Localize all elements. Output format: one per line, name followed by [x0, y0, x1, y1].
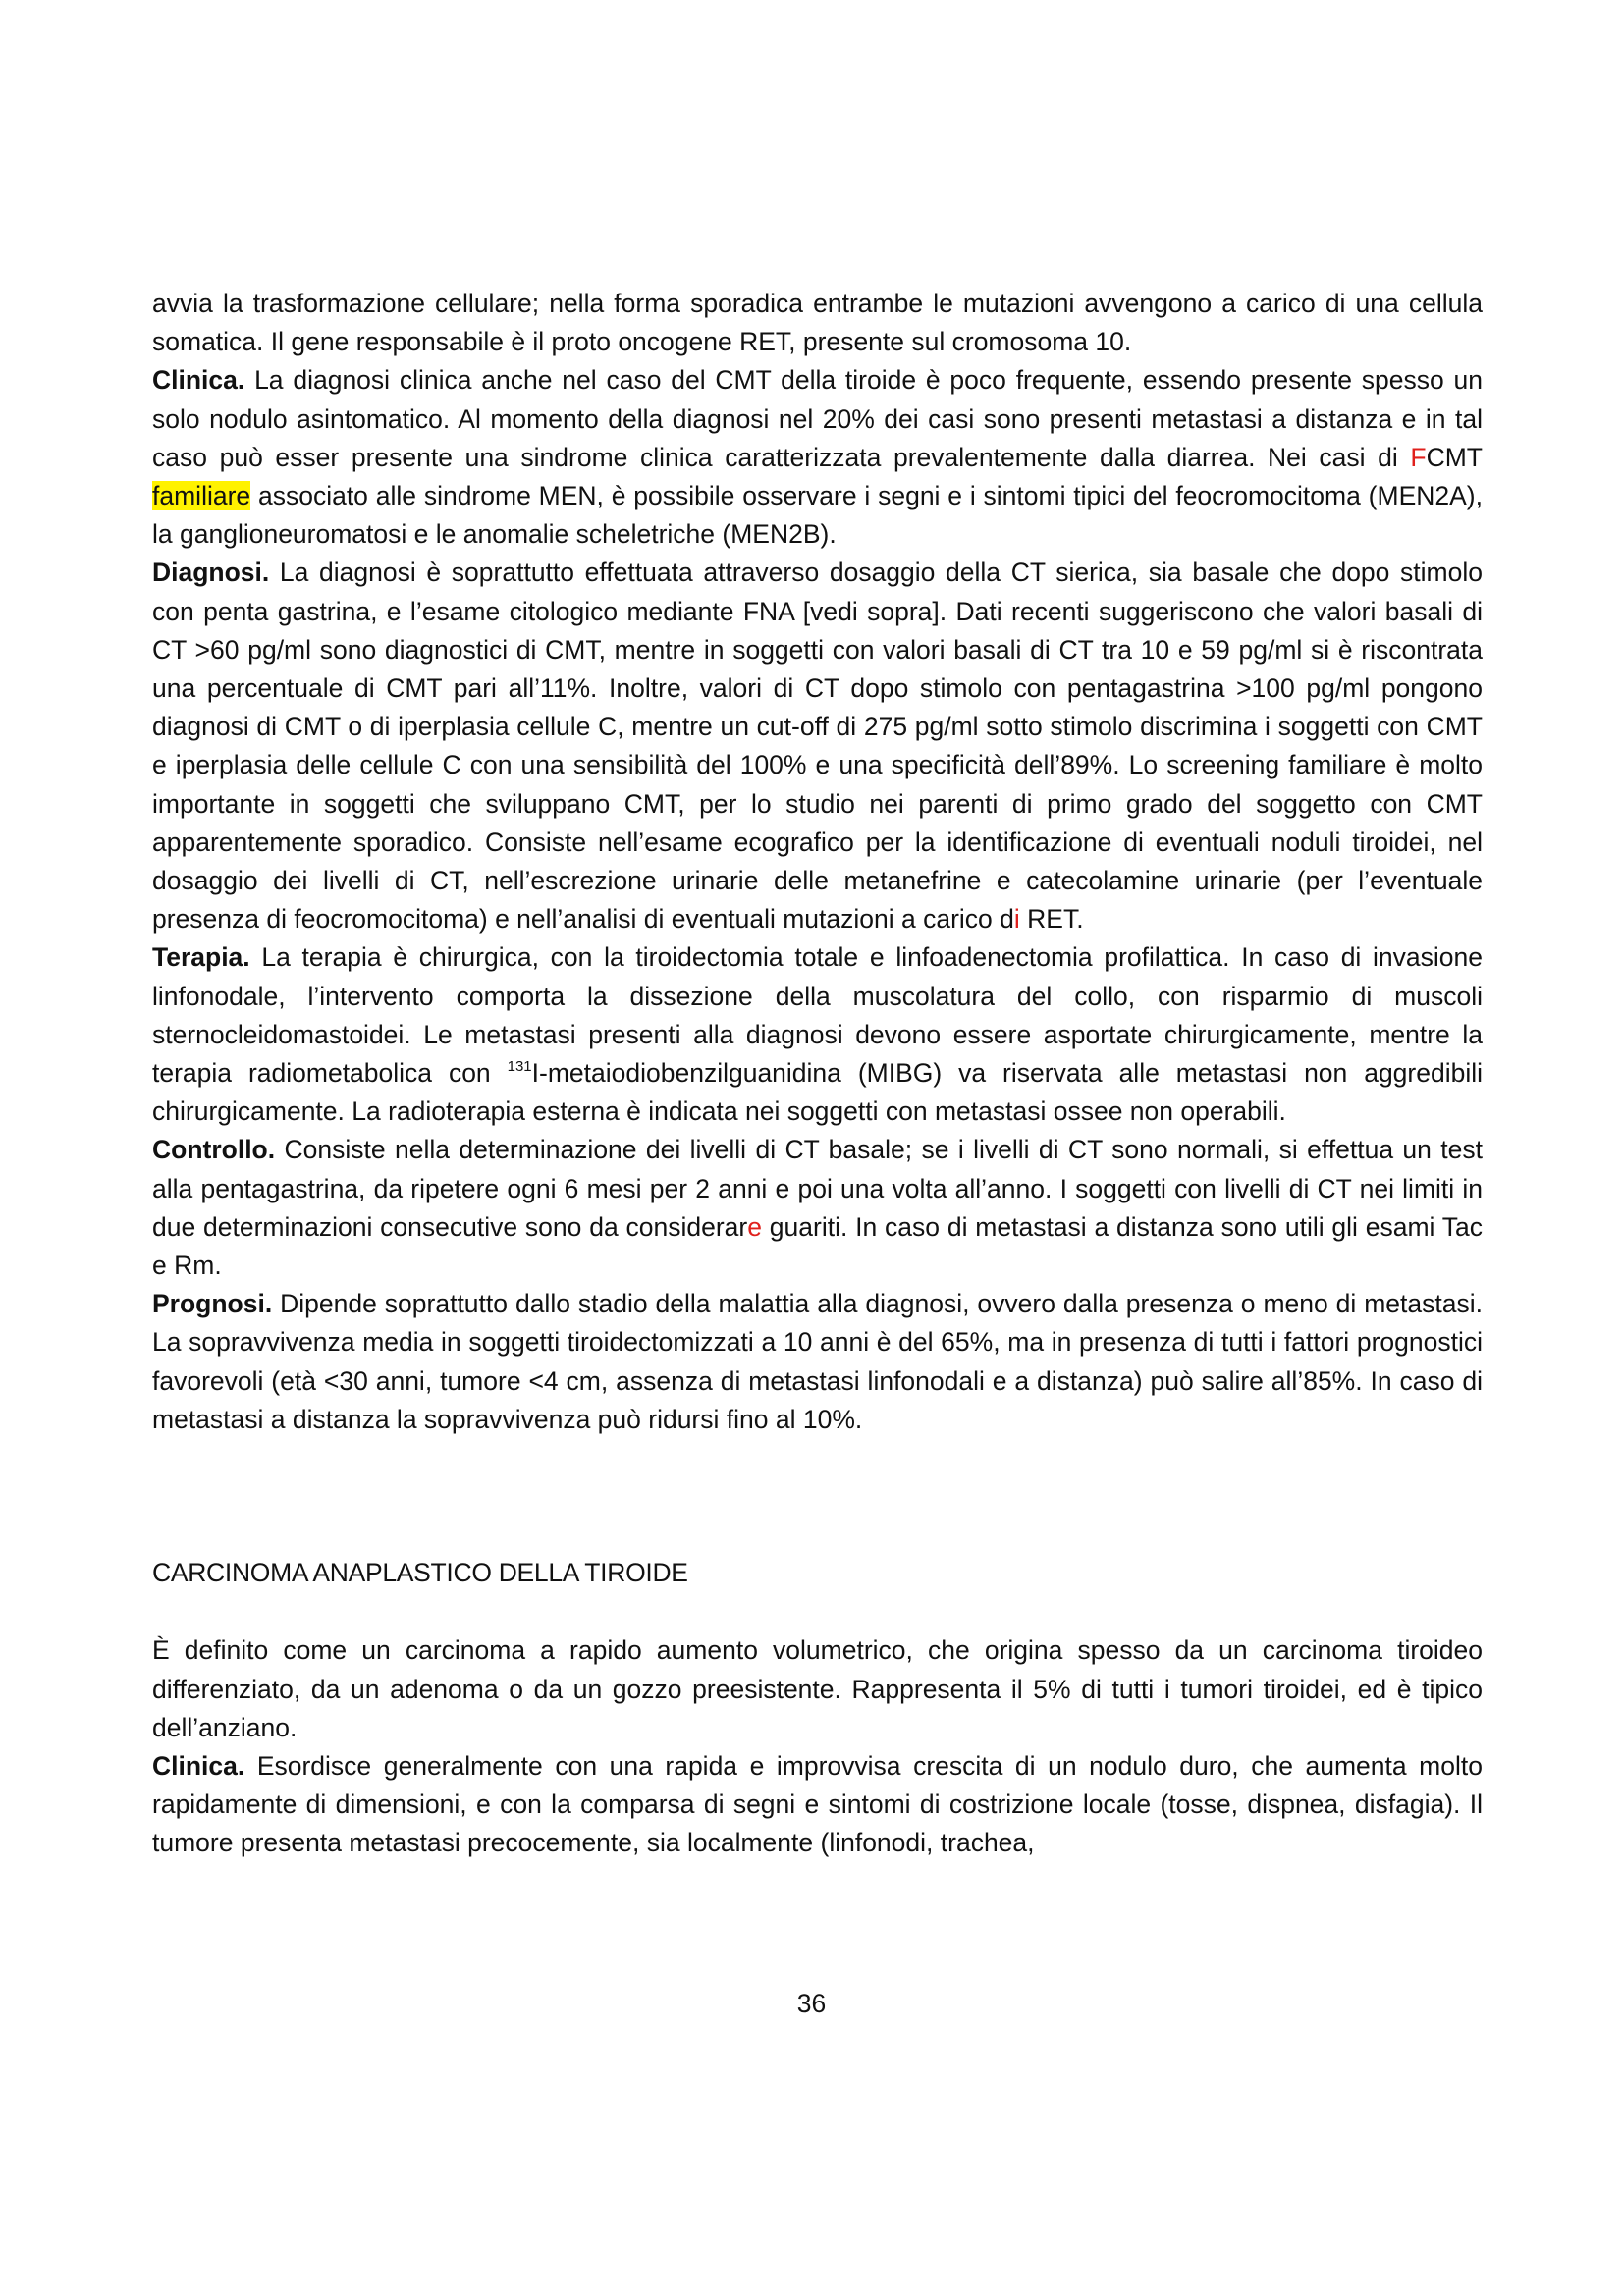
clinica-text-1: La diagnosi clinica anche nel caso del CMT della tiroide è poco frequente, essendo presente spesso un solo nodulo asintomatico. Al momento della diagnosi nel 20% dei casi sono presenti metastasi a distanza e in tal caso può esser presente una sindrome clinica caratterizzata prevalentemente dalla diarrea. Nei casi di [152, 365, 1483, 472]
clinica-anaplastico-label: Clinica. [152, 1750, 245, 1781]
paragraph-intro [152, 285, 1483, 361]
clinica-text-2: CMT [1426, 442, 1483, 472]
anaplastico-intro-text: È definito come un carcinoma a rapido aumento volumetrico, che origina spesso da un carcinoma tiroideo differenziato, da un adenoma o da un gozzo preesistente. Rappresenta il 5% di tutti i tumori tiroidei, ed è tipico dell’anziano. [152, 1635, 1483, 1742]
terapia-label: Terapia. [152, 942, 250, 973]
red-letter-i: i [1013, 904, 1020, 934]
terapia-text-1: La terapia è chirurgica, con la tiroidectomia totale e linfoadenectomia profilattica. In caso di invasione linfonodale, l’intervento comporta la dissezione della muscolatura del collo, con risparmio di muscoli sternocleidomastoidei. Le metastasi presenti alla diagnosi devono essere asportate chirurgicamente, mentre la terapia radiometabolica con [152, 942, 1483, 1089]
paragraph-diagnosi [152, 554, 1483, 938]
red-letter-e: e [747, 1211, 762, 1242]
terapia-text-2: I-metaiodiobenzilguanidina (MIBG) va riservata alle metastasi non aggredibili chirurgicamente. La radioterapia esterna è indicata nei soggetti con metastasi ossee non operabili. [152, 1058, 1484, 1127]
paragraph-clinica [152, 361, 1483, 554]
paragraph-intro-text: avvia la trasformazione cellulare; nella forma sporadica entrambe le mutazioni avvengono a carico di una cellula somatica. Il gene responsabile è il proto oncogene RET, presente sul cromosoma 10. [152, 289, 1483, 357]
section-heading: CARCINOMA ANAPLASTICO DELLA TIROIDE [152, 1558, 688, 1588]
isotope-superscript: 131 [507, 1058, 532, 1076]
diagnosi-label: Diagnosi. [152, 558, 270, 588]
controllo-text-1: Consiste nella determinazione dei livelli di CT basale; se i livelli di CT sono normali, si effettua un test alla pentagastrina, da ripetere ogni 6 mesi per 2 anni e poi una volta all’anno. I soggetti con livelli di CT nei limiti in due determinazioni consecutive sono da considerar [152, 1135, 1483, 1242]
page-body [152, 285, 1483, 1863]
highlighted-word: familiare [152, 481, 251, 511]
paragraph-clinica-anaplastico [152, 1747, 1483, 1863]
prognosi-text-1: Dipende soprattutto dallo stadio della malattia alla diagnosi, ovvero dalla presenza o meno di metastasi. La sopravvivenza media in soggetti tiroidectomizzati a 10 anni è del 65%, ma in presenza di tutti i fattori prognostici favorevoli (età <30 anni, tumore <4 cm, assenza di metastasi linfonodali e a distanza) può salire all’85%. In caso di metastasi a distanza la sopravvivenza può ridursi fino al 10%. [152, 1289, 1483, 1434]
paragraph-controllo [152, 1131, 1483, 1285]
clinica-label: Clinica. [152, 365, 245, 396]
controllo-label: Controllo. [152, 1135, 276, 1165]
heading-spacer [152, 1592, 1483, 1631]
paragraph-prognosi [152, 1285, 1483, 1439]
diagnosi-text-2: RET. [1019, 904, 1084, 934]
clinica-anaplastico-text: Esordisce generalmente con una rapida e improvvisa crescita di un nodulo duro, che aumenta molto rapidamente di dimensioni, e con la comparsa di segni e sintomi di costrizione locale (tosse, dispnea, disfagia). Il tumore presenta metastasi precocemente, sia localmente (linfonodi, trachea, [152, 1750, 1483, 1858]
paragraph-terapia [152, 938, 1483, 1131]
paragraph-anaplastico-intro [152, 1631, 1483, 1747]
section-spacer [152, 1439, 1483, 1554]
controllo-text-2: guariti. In caso di metastasi a distanza sono utili gli esami Tac e Rm. [152, 1211, 1483, 1281]
prognosi-label: Prognosi. [152, 1289, 273, 1319]
diagnosi-text-1: La diagnosi è soprattutto effettuata attraverso dosaggio della CT sierica, sia basale che dopo stimolo con penta gastrina, e l’esame citologico mediante FNA [vedi sopra]. Dati recenti suggeriscono che valori basali di CT >60 pg/ml sono diagnostici di CMT, mentre in soggetti con valori basali di CT tra 10 e 59 pg/ml si è riscontrata una percentuale di CMT pari all’11%. Inoltre, valori di CT dopo stimolo con pentagastrina >100 pg/ml pongono diagnosi di CMT o di iperplasia cellule C, mentre un cut-off di 275 pg/ml sotto stimolo discrimina i soggetti con CMT e iperplasia delle cellule C con una sensibilità del 100% e una specificità dell’89%. Lo screening familiare è molto importante in soggetti che sviluppano CMT, per lo studio nei parenti di primo grado del soggetto con CMT apparentemente sporadico. Consiste nell’esame ecografico per la identificazione di eventuali noduli tiroidei, nel dosaggio dei livelli di CT, nell’escrezione urinarie delle metanefrine e catecolamine urinarie (per l’eventuale presenza di feocromocitoma) e nell’analisi di eventuali mutazioni a carico d [152, 558, 1483, 934]
red-letter-f: F [1410, 442, 1427, 472]
page-number: 36 [796, 1989, 827, 2018]
clinica-text-3: associato alle sindrome MEN, è possibile osservare i segni e i sintomi tipici del feocromocitoma (MEN2A), la ganglioneuromatosi e le anomalie scheletriche (MEN2B). [152, 481, 1483, 550]
